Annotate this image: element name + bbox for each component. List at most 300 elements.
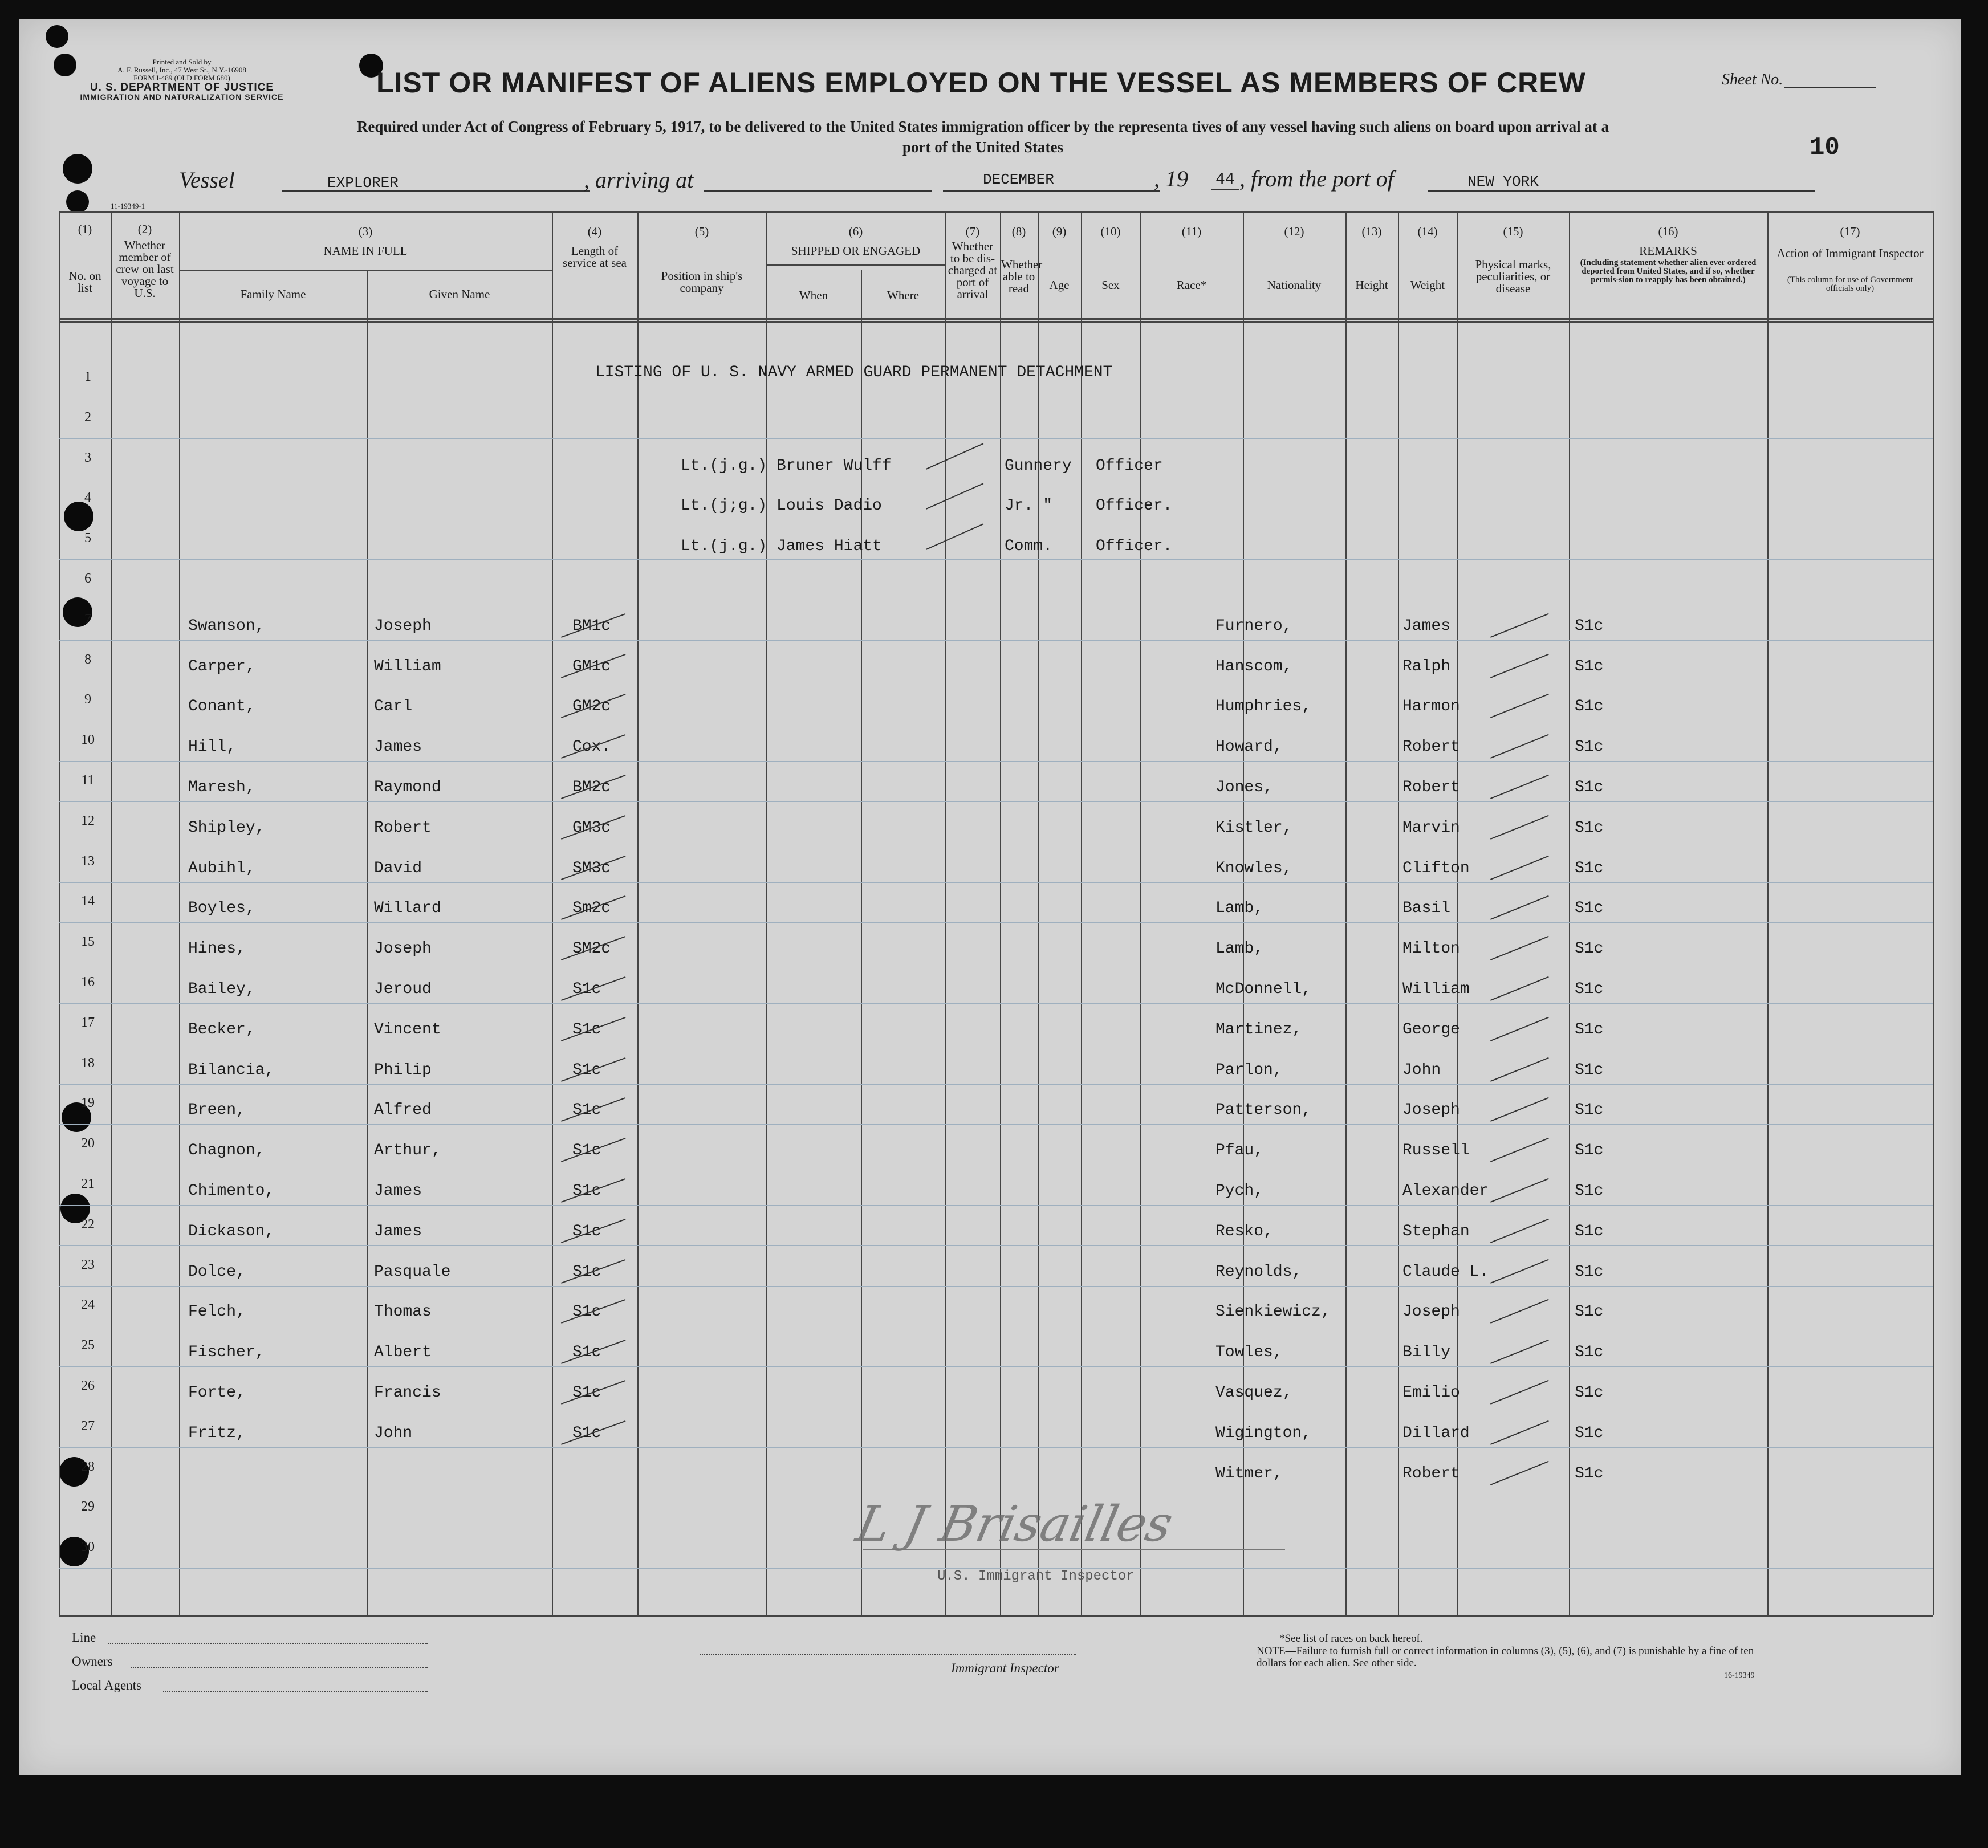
crew-given-name: James [374,1182,422,1200]
col3-given-header: Given Name [429,287,490,301]
crew-given-name: William [374,657,441,675]
listing-title: LISTING OF U. S. NAVY ARMED GUARD PERMANENT DETACHMENT [595,364,1113,381]
col10-header: Sex [1101,278,1120,292]
header-bottom-border2 [59,321,1933,323]
officer-role: Jr. " [1005,497,1053,515]
row-number: 15 [81,934,95,950]
row-number: 26 [81,1378,95,1393]
crew-rating: S1c [1575,1020,1604,1039]
crew-family-name: Bailey, [188,980,255,998]
row-rule [59,801,1933,802]
arriving-label: , arriving at [584,167,694,193]
row-rule [59,1003,1933,1004]
checkmark [1490,1380,1549,1405]
crew-rating: Sm2c [572,899,611,918]
crew-rating: S1c [1575,1344,1604,1362]
vessel-label: Vessel [179,167,235,193]
crew-given-name: Robert [1402,738,1460,756]
col6-where-header: Where [887,288,919,302]
row-rule [59,1286,1933,1287]
col16-number: (16) [1658,225,1678,238]
checkmark [1490,1178,1549,1203]
crew-family-name: Hanscom, [1215,657,1292,675]
form-code: 16-19349 [1724,1671,1755,1680]
row-rule [59,559,1933,560]
col8-number: (8) [1011,225,1026,238]
checkmark [926,443,983,470]
checkmark [1490,1299,1549,1324]
crew-family-name: Boyles, [188,899,255,918]
crew-rating: BM2c [572,779,611,796]
col7-header: Whether to be dis-charged at port of arrival [948,239,998,301]
col11-number: (11) [1181,225,1202,238]
row-rule [59,1124,1933,1125]
vessel-line [282,190,590,192]
checkmark [1490,1097,1549,1122]
crew-given-name: Jeroud [374,980,432,998]
crew-given-name: James [1402,617,1451,635]
crew-family-name: Pfau, [1215,1142,1264,1160]
side-code: 11-19349-1 [111,202,145,210]
row-number: 12 [81,813,95,828]
row-number: 8 [84,652,91,667]
col6-when-header: When [799,288,828,302]
table-bottom-border [59,1615,1933,1617]
col3-family-header: Family Name [240,287,306,301]
crew-given-name: Arthur, [374,1142,441,1160]
col15-header: Physical marks, peculiarities, or disease [1475,258,1551,295]
from-port-label: , from the port of [1239,166,1394,192]
col2-header: Whether member of crew on last voyage to U.S. [116,238,174,300]
crew-rating: S1c [572,1182,601,1200]
checkmark [1490,1017,1549,1041]
checkmark [1490,815,1549,840]
crew-given-name: Joseph [1402,1303,1460,1321]
col7-number: (7) [965,225,980,238]
crew-rating: S1c [1575,738,1604,756]
crew-given-name: Marvin [1402,819,1460,837]
col12-number: (12) [1284,225,1304,238]
crew-given-name: Emilio [1402,1384,1460,1402]
checkmark [1490,895,1549,920]
crew-rating: S1c [572,1142,601,1160]
row-number: 19 [81,1096,95,1111]
row-rule [59,640,1933,641]
row-rule [59,1366,1933,1367]
col17-header: Action of Immigrant Inspector [1776,246,1924,260]
col13-number: (13) [1361,225,1382,238]
footer-line-label: Line [72,1630,96,1645]
column-divider [1000,211,1001,1615]
crew-rating: S1c [572,1303,601,1321]
crew-rating: S1c [1575,899,1604,918]
col17-subheader: (This column for use of Government officials only) [1787,275,1913,293]
col5-header: Position in ship's company [661,269,743,295]
crew-rating: S1c [1575,1464,1604,1483]
crew-given-name: Harmon [1402,698,1460,716]
row-number: 2 [84,409,91,425]
crew-rating: S1c [572,1101,601,1120]
sheet-number-line [1784,87,1876,88]
row-rule [59,761,1933,762]
crew-family-name: Vasquez, [1215,1384,1292,1402]
crew-given-name: Milton [1402,940,1460,958]
checkmark [1490,1219,1549,1243]
crew-family-name: Knowles, [1215,859,1292,877]
crew-given-name: John [374,1424,413,1442]
col4-header: Length of service at sea [563,244,627,270]
crew-rating: S1c [1575,698,1604,716]
row-number: 28 [81,1459,95,1474]
crew-family-name: Bilancia, [188,1061,275,1079]
arriving-line [704,190,932,192]
crew-rating: S1c [572,1263,601,1281]
column-divider [766,211,767,1615]
row-rule [59,1447,1933,1448]
column-divider [1345,211,1347,1615]
crew-family-name: Becker, [188,1020,255,1039]
column-divider [1398,211,1399,1615]
crew-rating: S1c [572,1222,601,1240]
officer-title: Officer [1096,457,1163,475]
crew-family-name: Lamb, [1215,899,1264,918]
punch-hole [63,154,92,184]
crew-family-name: Fritz, [188,1424,246,1442]
crew-given-name: Thomas [374,1303,432,1321]
crew-given-name: Vincent [374,1020,441,1039]
crew-rating: S1c [1575,1303,1604,1321]
crew-given-name: John [1402,1061,1441,1079]
crew-rating: S1c [1575,819,1604,837]
row-number: 1 [84,369,91,384]
col2-number: (2) [137,222,152,236]
row-number: 20 [81,1136,95,1151]
row-number: 9 [84,692,91,707]
crew-family-name: Humphries, [1215,698,1312,716]
checkmark [1490,613,1549,638]
crew-rating: S1c [1575,617,1604,635]
crew-given-name: Joseph [1402,1101,1460,1120]
punch-hole [46,25,68,48]
footer-line-field [108,1643,428,1644]
row-rule [59,922,1933,923]
row-number: 3 [84,450,91,465]
crew-rating: SM2c [572,940,611,958]
sheet-label: Sheet No. [1722,71,1783,88]
column-divider [1140,211,1141,1615]
department-name: U. S. DEPARTMENT OF JUSTICE [90,82,274,93]
crew-family-name: McDonnell, [1215,980,1312,998]
crew-family-name: Resko, [1215,1222,1273,1240]
crew-family-name: Pych, [1215,1182,1264,1200]
crew-rating: S1c [572,1384,601,1402]
crew-rating: S1c [1575,657,1604,675]
date-line [943,190,1160,192]
row-rule [59,1205,1933,1206]
departure-port: NEW YORK [1467,173,1539,190]
crew-rating: BM1c [572,617,611,635]
crew-family-name: Patterson, [1215,1101,1312,1120]
crew-rating: S1c [1575,1263,1604,1281]
crew-family-name: Chimento, [188,1182,275,1200]
crew-given-name: Willard [374,899,441,918]
row-number: 24 [81,1297,95,1313]
signature-stroke [863,1549,1285,1550]
crew-given-name: Clifton [1402,859,1470,877]
row-number: 5 [84,531,91,546]
service-name: IMMIGRATION AND NATURALIZATION SERVICE [80,92,284,101]
row-rule [59,438,1933,439]
crew-family-name: Hines, [188,940,246,958]
crew-given-name: David [374,859,422,877]
crew-rating: S1c [1575,940,1604,958]
crew-given-name: Dillard [1402,1424,1470,1442]
col13-header: Height [1355,278,1388,292]
checkmark [926,523,983,550]
col16-header: REMARKS [1639,244,1697,258]
crew-family-name: Swanson, [188,617,265,635]
crew-family-name: Martinez, [1215,1020,1302,1039]
crew-rating: S1c [1575,859,1604,877]
officer-name: Lt.(j;g.) Louis Dadio [681,497,882,515]
crew-given-name: Carl [374,698,413,716]
crew-rating: GM1c [572,657,611,675]
crew-rating: S1c [572,980,601,998]
crew-rating: SM3c [572,859,611,877]
crew-family-name: Dolce, [188,1263,246,1281]
column-divider [1933,211,1934,1615]
checkmark [1490,1340,1549,1364]
col14-number: (14) [1417,225,1438,238]
column-divider [1569,211,1570,1615]
checkmark [1490,1057,1549,1081]
row-number: 14 [81,894,95,909]
col17-number: (17) [1840,225,1860,238]
column-divider [637,211,639,1615]
officer-title: Officer. [1096,497,1173,515]
col3-header: NAME IN FULL [323,244,408,258]
header-bottom-border [59,318,1933,320]
footer-agents-label: Local Agents [72,1678,141,1692]
col5-number: (5) [694,225,709,238]
crew-rating: S1c [1575,1061,1604,1079]
crew-given-name: Ralph [1402,657,1451,675]
row-number: 22 [81,1216,95,1232]
crew-rating: S1c [1575,1142,1604,1160]
col9-header: Age [1049,278,1070,292]
crew-given-name: Joseph [374,940,432,958]
punch-hole [64,502,93,531]
crew-rating: S1c [572,1061,601,1079]
manifest-title: LIST OR MANIFEST OF ALIENS EMPLOYED ON THE VESSEL AS MEMBERS OF CREW [376,67,1586,99]
column-divider [552,211,553,1615]
crew-family-name: Aubihl, [188,859,255,877]
crew-given-name: Francis [374,1384,441,1402]
arrival-month: DECEMBER [983,171,1054,188]
races-note: *See list of races on back hereof. [1279,1633,1423,1645]
crew-family-name: Maresh, [188,779,255,796]
checkmark [1490,1420,1549,1445]
crew-family-name: Howard, [1215,738,1283,756]
row-number: 6 [84,571,91,586]
port-line [1428,190,1815,192]
crew-family-name: Witmer, [1215,1464,1283,1483]
col3-number: (3) [358,225,373,238]
crew-given-name: Albert [374,1344,432,1362]
crew-given-name: Alfred [374,1101,432,1120]
crew-family-name: Kistler, [1215,819,1292,837]
table-top-border [59,211,1933,213]
punch-hole [66,190,89,213]
row-number: 10 [81,732,95,748]
name-subheader-line [179,270,552,271]
manifest-sheet [19,19,1961,1775]
page-number: 10 [1810,133,1840,162]
footer-owners-label: Owners [72,1654,113,1668]
crew-rating: S1c [1575,779,1604,796]
crew-rating: S1c [1575,980,1604,998]
officer-name: Lt.(j.g.) James Hiatt [681,538,882,556]
checkmark [1490,1138,1549,1162]
row-rule [59,1245,1933,1246]
checkmark [1490,694,1549,718]
crew-given-name: Alexander [1402,1182,1489,1200]
printer-line: Printed and Sold by [152,58,212,66]
row-number: 21 [81,1177,95,1191]
row-number: 25 [81,1338,95,1353]
column-divider [179,211,180,1615]
crew-given-name: Billy [1402,1344,1451,1362]
crew-family-name: Sienkiewicz, [1215,1303,1331,1321]
arrival-year: 44 [1215,171,1235,189]
crew-family-name: Shipley, [188,819,265,837]
checkmark [1490,855,1549,880]
col1-number: (1) [78,222,92,236]
inspector-signature-line [700,1654,1076,1655]
row-number: 17 [81,1015,95,1030]
crew-given-name: Robert [1402,1464,1460,1483]
year-prefix: , 19 [1154,166,1188,192]
col9-number: (9) [1052,225,1067,238]
penalty-note: NOTE—Failure to furnish full or correct information in columns (3), (5), (6), and (7) is punishable by a fine of ten dollars for each alien. See other side. [1257,1645,1754,1669]
column-divider [945,211,946,1615]
column-divider [111,211,112,1615]
row-number: 29 [81,1499,95,1515]
officer-role: Comm. [1005,538,1053,556]
row-number: 30 [81,1540,95,1555]
column-divider [59,211,60,1615]
col12-header: Nationality [1267,278,1322,292]
crew-given-name: Russell [1402,1142,1470,1160]
column-divider [1767,211,1769,1615]
col6-number: (6) [848,225,863,238]
crew-family-name: Conant, [188,698,255,716]
crew-given-name: Robert [374,819,432,837]
row-number: 4 [84,490,91,506]
crew-rating: S1c [572,1424,601,1442]
crew-rating: S1c [572,1020,601,1039]
row-number: 27 [81,1418,95,1434]
checkmark [1490,1259,1549,1283]
crew-family-name: Furnero, [1215,617,1292,635]
col1-header: No. on list [68,269,101,295]
vessel-name: EXPLORER [327,174,399,192]
crew-given-name: Pasquale [374,1263,451,1281]
checkmark [1490,775,1549,799]
crew-rating: S1c [1575,1424,1604,1442]
crew-given-name: Joseph [374,617,432,635]
crew-rating: S1c [1575,1222,1604,1240]
inspector-signature: L J Brisailles [851,1496,1178,1553]
checkmark [1490,936,1549,960]
crew-family-name: Forte, [188,1384,246,1402]
crew-rating: S1c [1575,1384,1604,1402]
requirement-text: Required under Act of Congress of February 5, 1917, to be delivered to the United States immigration officer by the representa tives of any vessel having such aliens on board upon arrival at a port of the United States [356,118,1609,156]
checkmark [926,483,983,510]
crew-family-name: Hill, [188,738,237,756]
crew-given-name: Claude L. [1402,1263,1489,1281]
crew-given-name: James [374,1222,422,1240]
crew-family-name: Jones, [1215,779,1273,796]
row-rule [59,1084,1933,1085]
checkmark [1490,653,1549,678]
row-number: 13 [81,853,95,869]
crew-given-name: Basil [1402,899,1451,918]
crew-given-name: William [1402,980,1470,998]
col6-header: SHIPPED OR ENGAGED [791,244,921,258]
crew-family-name: Chagnon, [188,1142,265,1160]
officer-role: Gunnery [1005,457,1072,475]
crew-family-name: Wigington, [1215,1424,1312,1442]
crew-rating: S1c [1575,1182,1604,1200]
checkmark [1490,734,1549,759]
col11-header: Race* [1176,278,1207,292]
crew-family-name: Fischer, [188,1344,265,1362]
inspector-label: Immigrant Inspector [951,1661,1059,1675]
row-number: 11 [81,773,95,788]
crew-given-name: Stephan [1402,1222,1470,1240]
crew-given-name: Philip [374,1061,432,1079]
row-number: 23 [81,1257,95,1272]
crew-family-name: Parlon, [1215,1061,1283,1079]
crew-given-name: Robert [1402,779,1460,796]
crew-family-name: Reynolds, [1215,1263,1302,1281]
footer-agents-field [163,1691,428,1692]
row-rule [59,882,1933,883]
col4-number: (4) [587,225,602,238]
year-line [1211,189,1239,190]
row-number: 7 [84,611,91,626]
col14-header: Weight [1410,278,1445,292]
column-divider [1038,211,1039,1615]
column-divider [1457,211,1458,1615]
row-number: 16 [81,975,95,990]
checkmark [1490,976,1549,1001]
crew-rating: Cox. [572,738,611,756]
footer-owners-field [131,1667,428,1668]
crew-family-name: Felch, [188,1303,246,1321]
crew-rating: S1c [572,1344,601,1362]
row-number: 18 [81,1055,95,1070]
checkmark [1490,1460,1549,1485]
col10-number: (10) [1100,225,1121,238]
form-number: FORM I-489 (OLD FORM 680) [133,74,230,82]
crew-rating: GM3c [572,819,611,837]
column-divider [367,270,368,1615]
officer-name: Lt.(j.g.) Bruner Wulff [681,457,892,475]
shipped-subheader-line [766,264,945,266]
crew-family-name: Towles, [1215,1344,1283,1362]
